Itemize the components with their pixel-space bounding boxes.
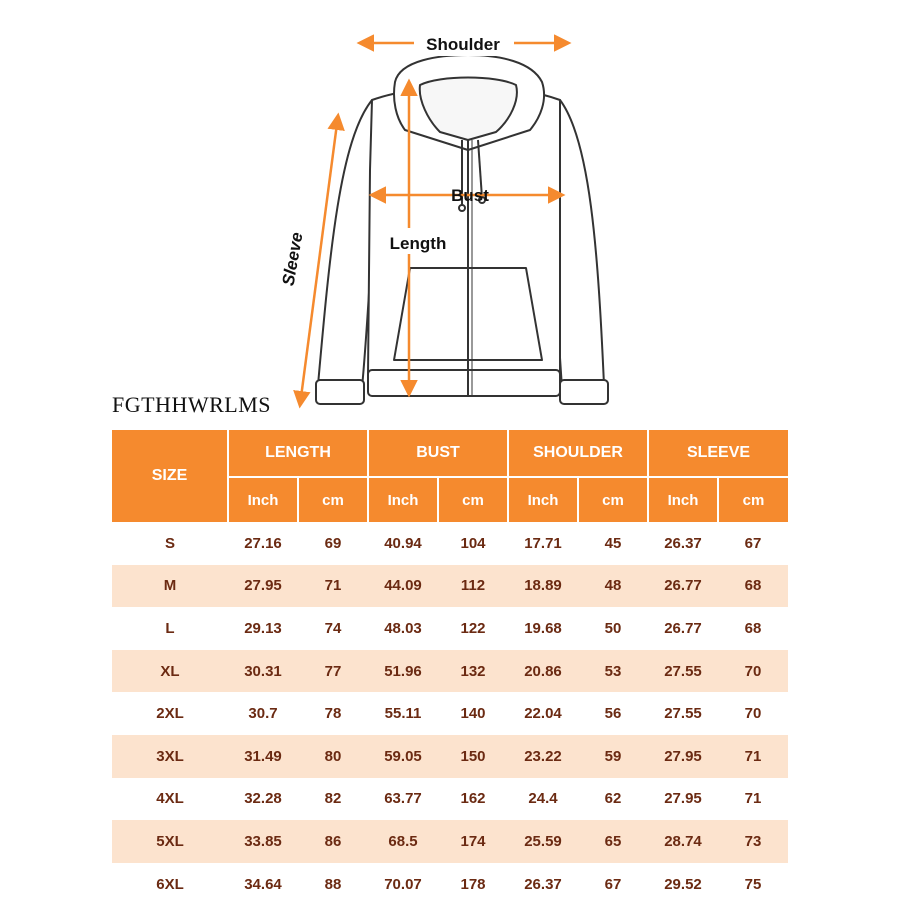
length-inch-cell: 33.85 <box>228 820 298 863</box>
brand-name: FGTHHWRLMS <box>112 392 272 417</box>
size-chart-table <box>112 430 788 905</box>
bust-cm-cell: 150 <box>438 735 508 778</box>
bust-inch-cell: 40.94 <box>368 522 438 565</box>
size-cell: 2XL <box>112 692 228 735</box>
length-cm-cell: 69 <box>298 522 368 565</box>
shoulder-label: Shoulder <box>426 35 500 54</box>
shoulder-inch-cell: 25.59 <box>508 820 578 863</box>
shoulder-cm-cell: 62 <box>578 778 648 821</box>
sleeve-cm-cell: 71 <box>718 778 788 821</box>
shoulder-inch-cell: 19.68 <box>508 607 578 650</box>
bust-group-header: BUST <box>368 430 508 477</box>
length-cm-cell: 71 <box>298 565 368 608</box>
size-cell: XL <box>112 650 228 693</box>
unit-header-inch: Inch <box>648 477 718 522</box>
table-row <box>112 650 788 693</box>
length-inch-cell: 27.16 <box>228 522 298 565</box>
bust-inch-cell: 48.03 <box>368 607 438 650</box>
unit-header-cm: cm <box>298 477 368 522</box>
length-cm-cell: 78 <box>298 692 368 735</box>
length-inch-cell: 31.49 <box>228 735 298 778</box>
unit-header-cm: cm <box>438 477 508 522</box>
hoodie-illustration <box>316 55 608 404</box>
shoulder-cm-cell: 65 <box>578 820 648 863</box>
sleeve-cm-cell: 68 <box>718 607 788 650</box>
length-label: Length <box>389 234 447 253</box>
bust-inch-cell: 59.05 <box>368 735 438 778</box>
bust-cm-cell: 174 <box>438 820 508 863</box>
shoulder-group-header: SHOULDER <box>508 430 648 477</box>
length-inch-cell: 27.95 <box>228 565 298 608</box>
sleeve-inch-cell: 27.55 <box>648 650 718 693</box>
length-cm-cell: 86 <box>298 820 368 863</box>
table-row <box>112 607 788 650</box>
bust-cm-cell: 112 <box>438 565 508 608</box>
size-cell: 4XL <box>112 778 228 821</box>
sleeve-cm-cell: 75 <box>718 863 788 905</box>
size-cell: 5XL <box>112 820 228 863</box>
length-inch-cell: 34.64 <box>228 863 298 905</box>
shoulder-inch-cell: 23.22 <box>508 735 578 778</box>
table-row <box>112 522 788 565</box>
sleeve-inch-cell: 27.55 <box>648 692 718 735</box>
shoulder-inch-cell: 22.04 <box>508 692 578 735</box>
sleeve-cm-cell: 70 <box>718 650 788 693</box>
sleeve-inch-cell: 26.77 <box>648 607 718 650</box>
length-cm-cell: 80 <box>298 735 368 778</box>
shoulder-cm-cell: 56 <box>578 692 648 735</box>
shoulder-cm-cell: 48 <box>578 565 648 608</box>
hoodie-measurement-diagram <box>0 0 900 420</box>
sleeve-inch-cell: 29.52 <box>648 863 718 905</box>
bust-cm-cell: 132 <box>438 650 508 693</box>
unit-header-inch: Inch <box>228 477 298 522</box>
length-cm-cell: 77 <box>298 650 368 693</box>
bust-inch-cell: 44.09 <box>368 565 438 608</box>
length-group-header: LENGTH <box>228 430 368 477</box>
unit-header-inch: Inch <box>508 477 578 522</box>
unit-header-cm: cm <box>578 477 648 522</box>
length-inch-cell: 29.13 <box>228 607 298 650</box>
sleeve-cm-cell: 67 <box>718 522 788 565</box>
shoulder-cm-cell: 45 <box>578 522 648 565</box>
shoulder-inch-cell: 20.86 <box>508 650 578 693</box>
sleeve-cm-cell: 71 <box>718 735 788 778</box>
size-cell: M <box>112 565 228 608</box>
bust-label: Bust <box>451 186 489 205</box>
length-inch-cell: 30.31 <box>228 650 298 693</box>
size-header: SIZE <box>112 430 228 522</box>
table-row <box>112 820 788 863</box>
shoulder-cm-cell: 67 <box>578 863 648 905</box>
length-cm-cell: 74 <box>298 607 368 650</box>
bust-cm-cell: 104 <box>438 522 508 565</box>
bust-inch-cell: 68.5 <box>368 820 438 863</box>
sleeve-group-header: SLEEVE <box>648 430 788 477</box>
table-row <box>112 692 788 735</box>
bust-inch-cell: 63.77 <box>368 778 438 821</box>
bust-inch-cell: 55.11 <box>368 692 438 735</box>
size-cell: L <box>112 607 228 650</box>
shoulder-cm-cell: 53 <box>578 650 648 693</box>
shoulder-cm-cell: 59 <box>578 735 648 778</box>
sleeve-inch-cell: 28.74 <box>648 820 718 863</box>
shoulder-inch-cell: 17.71 <box>508 522 578 565</box>
unit-header-inch: Inch <box>368 477 438 522</box>
bust-cm-cell: 178 <box>438 863 508 905</box>
sleeve-inch-cell: 27.95 <box>648 735 718 778</box>
table-row <box>112 565 788 608</box>
table-row <box>112 778 788 821</box>
unit-header-cm: cm <box>718 477 788 522</box>
shoulder-inch-cell: 24.4 <box>508 778 578 821</box>
size-cell: 3XL <box>112 735 228 778</box>
bust-cm-cell: 140 <box>438 692 508 735</box>
bust-inch-cell: 70.07 <box>368 863 438 905</box>
sleeve-inch-cell: 27.95 <box>648 778 718 821</box>
table-row <box>112 735 788 778</box>
sleeve-cm-cell: 70 <box>718 692 788 735</box>
bust-cm-cell: 162 <box>438 778 508 821</box>
length-cm-cell: 88 <box>298 863 368 905</box>
length-inch-cell: 30.7 <box>228 692 298 735</box>
length-cm-cell: 82 <box>298 778 368 821</box>
size-cell: 6XL <box>112 863 228 905</box>
length-inch-cell: 32.28 <box>228 778 298 821</box>
sleeve-cm-cell: 73 <box>718 820 788 863</box>
size-cell: S <box>112 522 228 565</box>
sleeve-inch-cell: 26.77 <box>648 565 718 608</box>
table-row <box>112 863 788 905</box>
bust-cm-cell: 122 <box>438 607 508 650</box>
shoulder-inch-cell: 18.89 <box>508 565 578 608</box>
shoulder-cm-cell: 50 <box>578 607 648 650</box>
sleeve-label: Sleeve <box>278 230 307 288</box>
shoulder-inch-cell: 26.37 <box>508 863 578 905</box>
sleeve-cm-cell: 68 <box>718 565 788 608</box>
bust-inch-cell: 51.96 <box>368 650 438 693</box>
sleeve-inch-cell: 26.37 <box>648 522 718 565</box>
